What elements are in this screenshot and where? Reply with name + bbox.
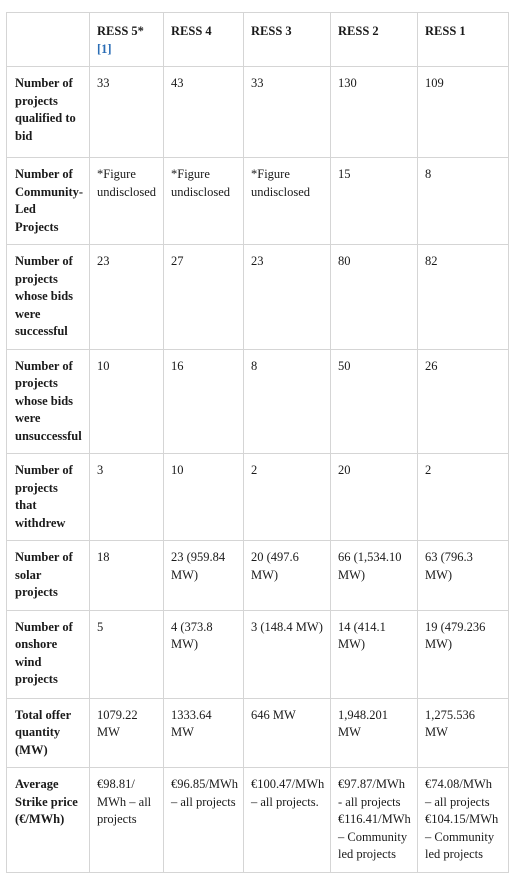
row-label: Number of projects whose bids were successful (7, 245, 90, 350)
row-label: Number of projects whose bids were unsuccessful (7, 349, 90, 454)
table-row (7, 541, 509, 611)
table-cell: *Figure undisclosed (244, 158, 331, 245)
table-cell: €100.47/MWh – all projects. (244, 768, 331, 873)
table-cell: 646 MW (244, 698, 331, 768)
table-cell: 109 (418, 67, 509, 158)
table-cell: 27 (164, 245, 244, 350)
table-cell: 26 (418, 349, 509, 454)
row-label: Number of projects that withdrew (7, 454, 90, 541)
table-header-row (7, 13, 509, 67)
row-label: Average Strike price (€/MWh) (7, 768, 90, 873)
header-cell-ress-5 (90, 13, 164, 67)
row-label: Number of onshore wind projects (7, 610, 90, 698)
table-cell: 8 (418, 158, 509, 245)
table-cell: 16 (164, 349, 244, 454)
table-cell: 82 (418, 245, 509, 350)
table-row (7, 454, 509, 541)
row-label: Total offer quantity (MW) (7, 698, 90, 768)
header-cell-ress-3: RESS 3 (244, 13, 331, 67)
table-cell: *Figure undisclosed (90, 158, 164, 245)
table-cell: 19 (479.236 MW) (418, 610, 509, 698)
table-cell: €96.85/MWh – all projects (164, 768, 244, 873)
table-cell: 3 (90, 454, 164, 541)
table-cell: 5 (90, 610, 164, 698)
table-cell: €98.81/ MWh – all projects (90, 768, 164, 873)
header-cell-ress-4: RESS 4 (164, 13, 244, 67)
table-cell: 80 (331, 245, 418, 350)
row-label: Number of Community-Led Projects (7, 158, 90, 245)
table-cell: 4 (373.8 MW) (164, 610, 244, 698)
table-cell: 18 (90, 541, 164, 611)
table-cell: 50 (331, 349, 418, 454)
table-cell: 66 (1,534.10 MW) (331, 541, 418, 611)
table-cell: €97.87/MWh - all projects €116.41/MWh – Community led projects (331, 768, 418, 873)
table-cell: 130 (331, 67, 418, 158)
header-cell-ress-2: RESS 2 (331, 13, 418, 67)
table-row (7, 610, 509, 698)
table-cell: 1079.22 MW (90, 698, 164, 768)
table-cell: 1333.64 MW (164, 698, 244, 768)
table-cell: *Figure undisclosed (164, 158, 244, 245)
table-cell: 8 (244, 349, 331, 454)
ress-auction-results-table (6, 12, 509, 873)
row-label: Number of solar projects (7, 541, 90, 611)
table-row (7, 67, 509, 158)
table-cell: 1,948.201 MW (331, 698, 418, 768)
header-cell-ress-1: RESS 1 (418, 13, 509, 67)
table-cell: 15 (331, 158, 418, 245)
table-cell: 63 (796.3 MW) (418, 541, 509, 611)
table-cell: 23 (244, 245, 331, 350)
table-cell: 1,275.536 MW (418, 698, 509, 768)
table-cell: 3 (148.4 MW) (244, 610, 331, 698)
footnote-link[interactable]: [1] (97, 41, 112, 56)
table-cell: 33 (90, 67, 164, 158)
table-row (7, 158, 509, 245)
table-row (7, 698, 509, 768)
table-cell: 43 (164, 67, 244, 158)
table-row (7, 245, 509, 350)
table-cell: 2 (244, 454, 331, 541)
table-cell: €74.08/MWh – all projects €104.15/MWh – Community led projects (418, 768, 509, 873)
table-cell: 23 (90, 245, 164, 350)
table-cell: 20 (497.6 MW) (244, 541, 331, 611)
table-row (7, 349, 509, 454)
table-row (7, 768, 509, 873)
table-cell: 2 (418, 454, 509, 541)
table-cell: 33 (244, 67, 331, 158)
table-cell: 20 (331, 454, 418, 541)
table-cell: 10 (90, 349, 164, 454)
header-label-ress-5: RESS 5* (97, 24, 144, 38)
row-label: Number of projects qualified to bid (7, 67, 90, 158)
table-cell: 14 (414.1 MW) (331, 610, 418, 698)
table-cell: 23 (959.84 MW) (164, 541, 244, 611)
table-cell: 10 (164, 454, 244, 541)
header-cell-empty (7, 13, 90, 67)
